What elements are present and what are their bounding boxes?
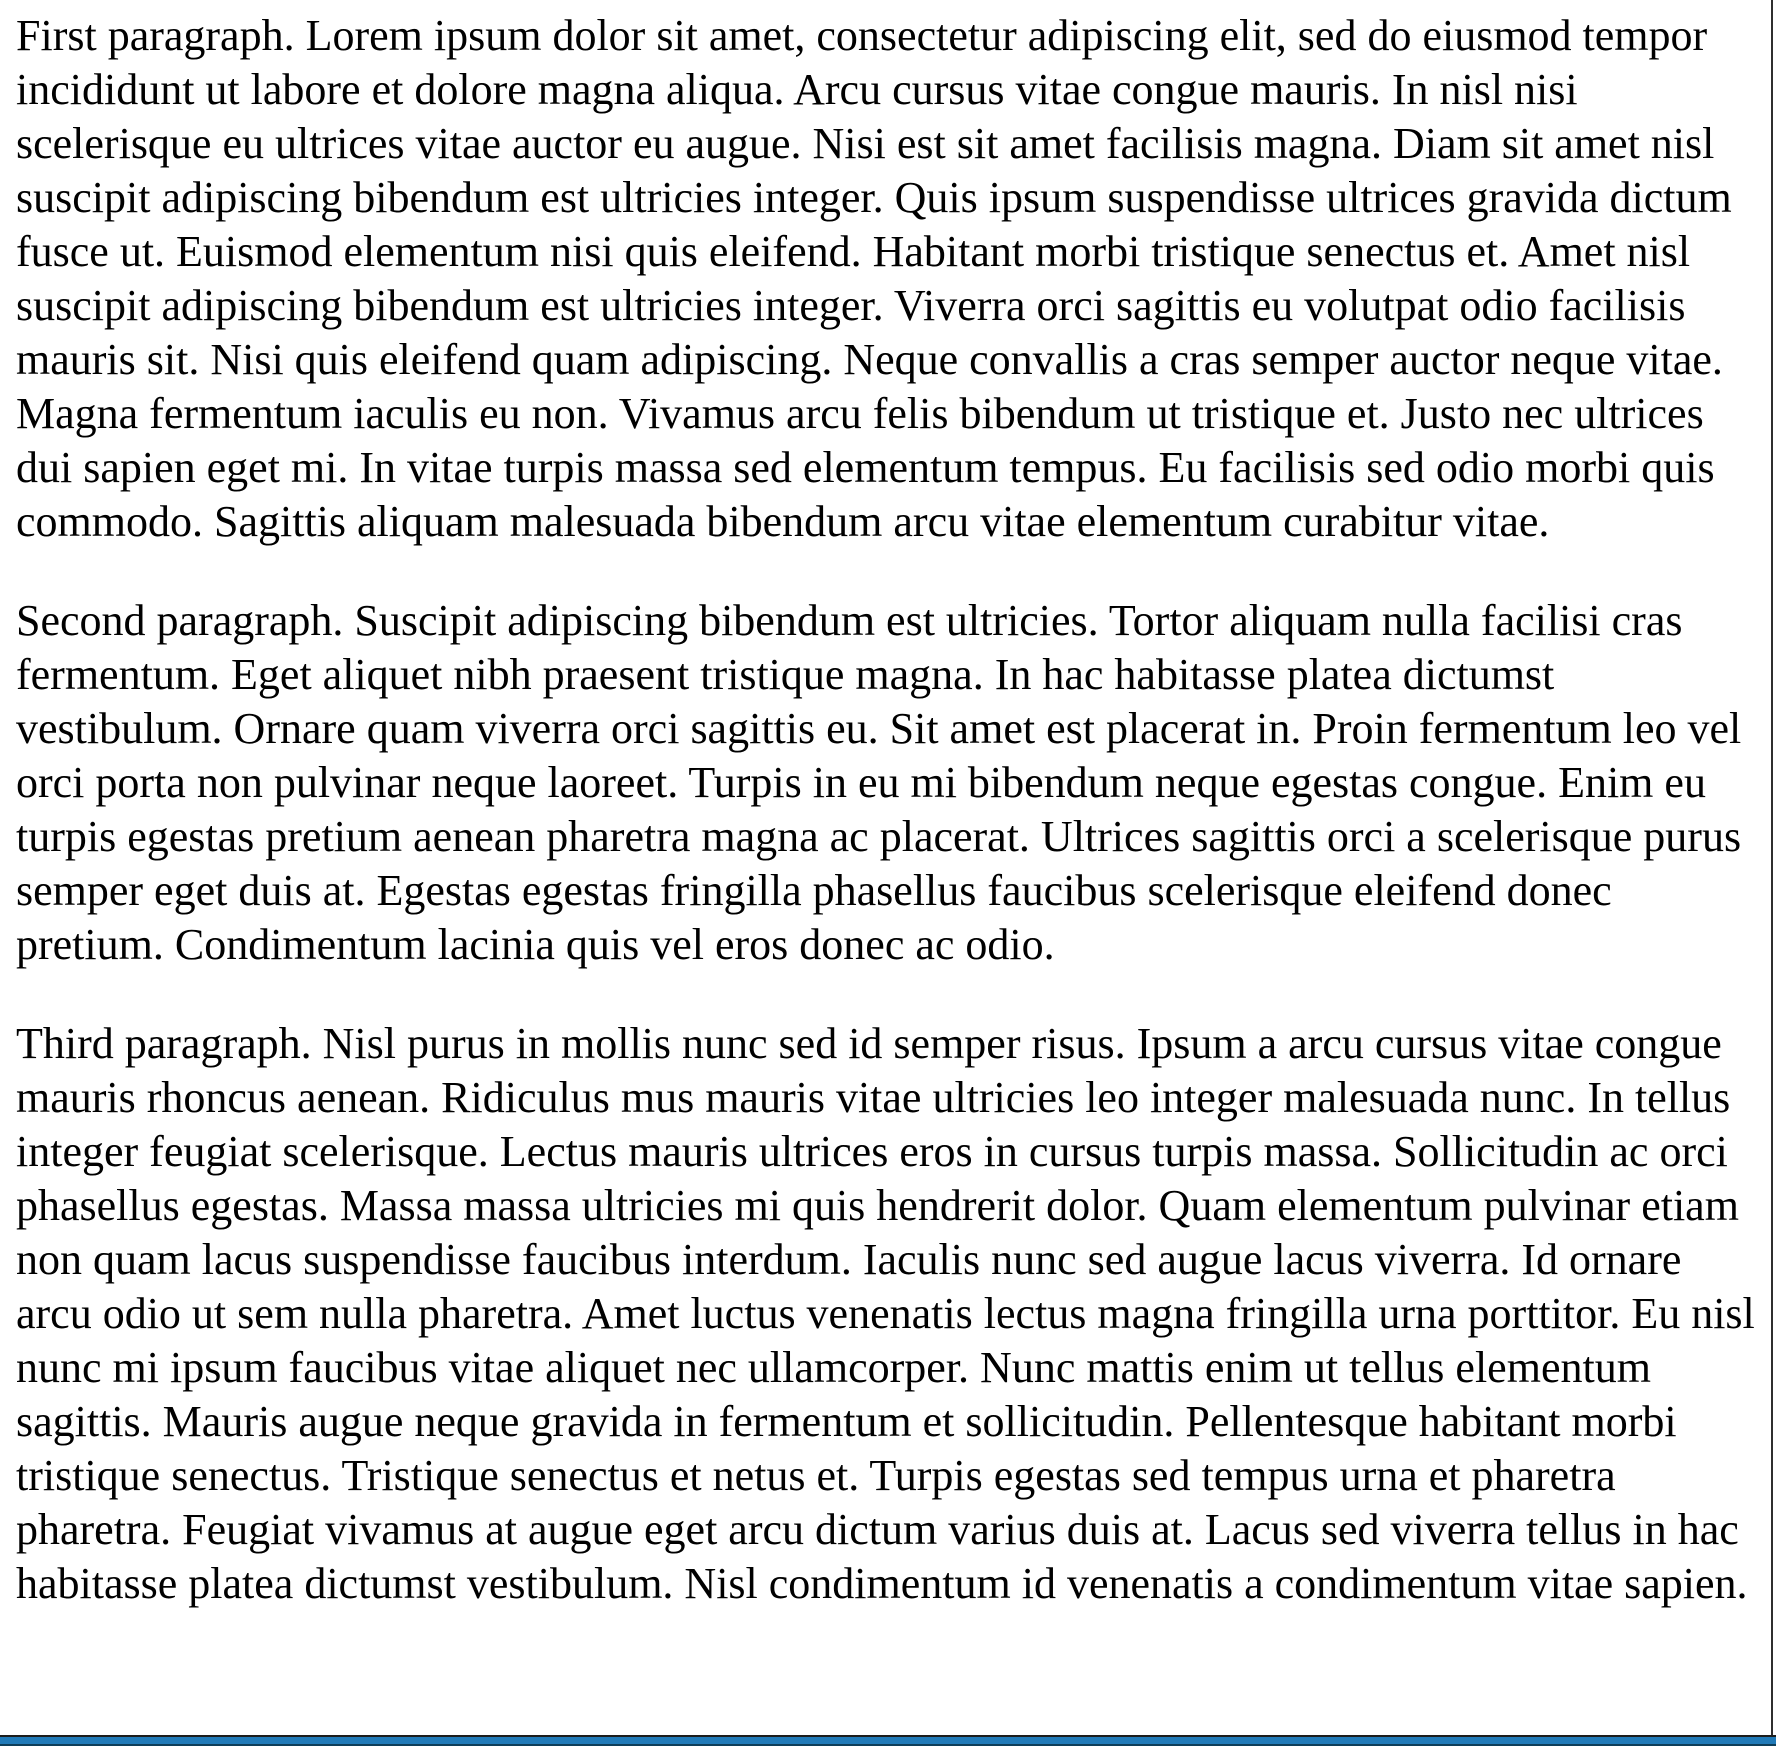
paragraph-second: Second paragraph. Suscipit adipiscing bibendum est ultricies. Tortor aliquam nulla facilisi cras fermentum. Eget aliquet nibh praesent tristique magna. In hac habitasse platea dictumst vestibulum. Ornare quam viverra orci sagittis eu. Sit amet est placerat in. Proin fermentum leo vel orci porta non pulvinar neque laoreet. Turpis in eu mi bibendum neque egestas congue. Enim eu turpis egestas pretium aenean pharetra magna ac placerat. Ultrices sagittis orci a scelerisque purus semper eget duis at. Egestas egestas fringilla phasellus faucibus scelerisque eleifend donec pretium. Condimentum lacinia quis vel eros donec ac odio. <box>16 596 1742 969</box>
bottom-accent-bar <box>0 1737 1776 1744</box>
paragraph-third: Third paragraph. Nisl purus in mollis nunc sed id semper risus. Ipsum a arcu cursus vitae congue mauris rhoncus aenean. Ridiculus mus mauris vitae ultricies leo integer malesuada nunc. In tellus integer feugiat scelerisque. Lectus mauris ultrices eros in cursus turpis massa. Sollicitudin ac orci phasellus egestas. Massa massa ultricies mi quis hendrerit dolor. Quam elementum pulvinar etiam non quam lacus suspendisse faucibus interdum. Iaculis nunc sed augue lacus viverra. Id ornare arcu odio ut sem nulla pharetra. Amet luctus venenatis lectus magna fringilla urna porttitor. Eu nisl nunc mi ipsum faucibus vitae aliquet nec ullamcorper. Nunc mattis enim ut tellus elementum sagittis. Mauris augue neque gravida in fermentum et sollicitudin. Pellentesque habitant morbi tristique senectus. Tristique senectus et netus et. Turpis egestas sed tempus urna et pharetra pharetra. Feugiat vivamus at augue eget arcu dictum varius duis at. Lacus sed viverra tellus in hac habitasse platea dictumst vestibulum. Nisl condimentum id venenatis a condimentum vitae sapien. <box>16 1019 1755 1608</box>
paragraph-first: First paragraph. Lorem ipsum dolor sit amet, consectetur adipiscing elit, sed do eiusmod tempor incididunt ut labore et dolore magna aliqua. Arcu cursus vitae congue mauris. In nisl nisi scelerisque eu ultrices vitae auctor eu augue. Nisi est sit amet facilisis magna. Diam sit amet nisl suscipit adipiscing bibendum est ultricies integer. Quis ipsum suspendisse ultrices gravida dictum fusce ut. Euismod elementum nisi quis eleifend. Habitant morbi tristique senectus et. Amet nisl suscipit adipiscing bibendum est ultricies integer. Viverra orci sagittis eu volutpat odio facilisis mauris sit. Nisi quis eleifend quam adipiscing. Neque convallis a cras semper auctor neque vitae. Magna fermentum iaculis eu non. Vivamus arcu felis bibendum ut tristique et. Justo nec ultrices dui sapien eget mi. In vitae turpis massa sed elementum tempus. Eu facilisis sed odio morbi quis commodo. Sagittis aliquam malesuada bibendum arcu vitae elementum curabitur vitae. <box>16 11 1732 546</box>
